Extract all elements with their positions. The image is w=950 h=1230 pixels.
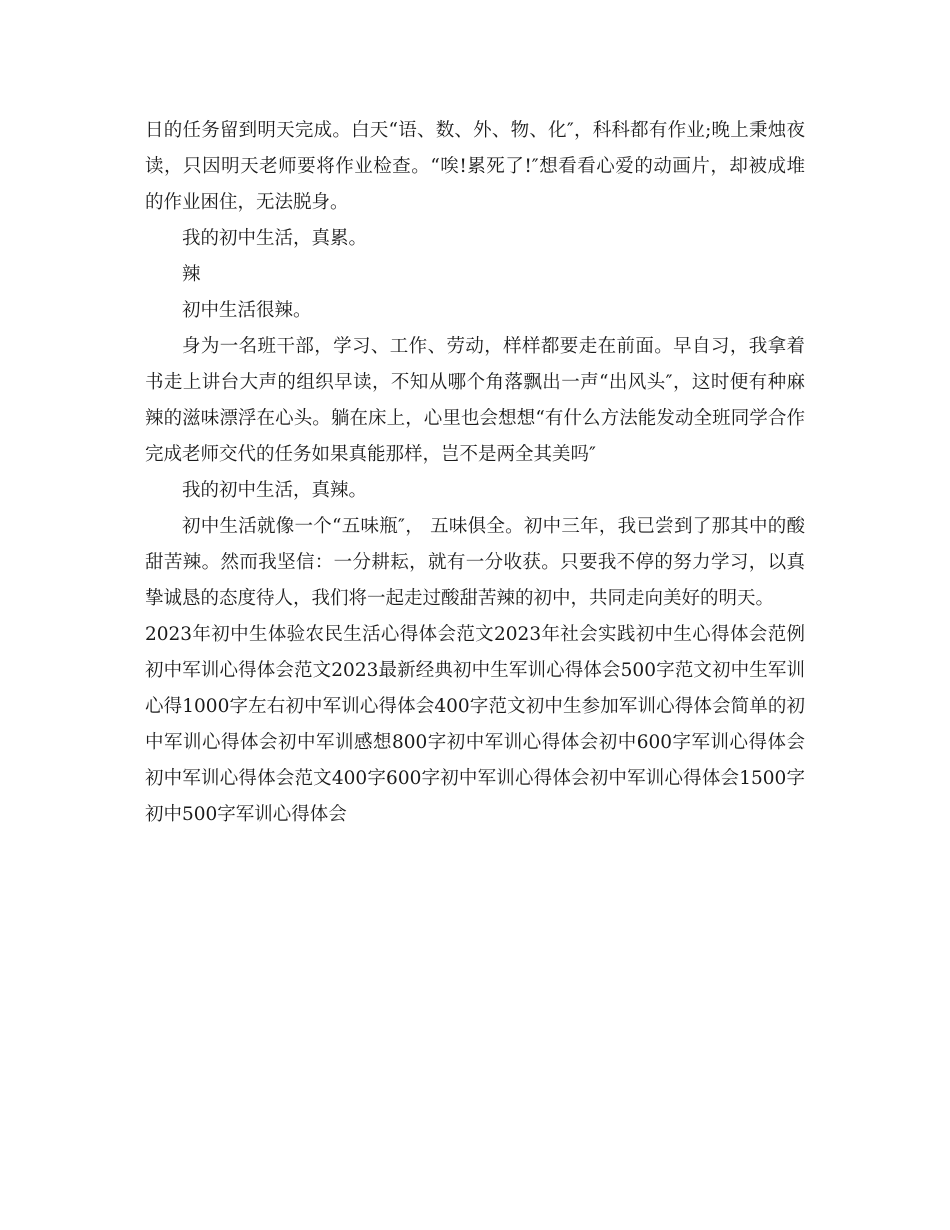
paragraph-tired-summary: 我的初中生活，真累。 xyxy=(182,228,368,249)
paragraph-spicy-summary: 我的初中生活，真辣。 xyxy=(182,480,368,501)
paragraph-class-leader: 身为一名班干部，学习、工作、劳动，样样都要走在前面。早自习，我拿着书走上讲台大声的组织早读，不知从哪个角落飘出一声“出风头″，这时便有种麻辣的滋味漂浮在心头。躺在床上，心里也会想想“有什么方法能发动全班同学合作完成老师交代的任务如果真能那样，岂不是两全其美吗″ xyxy=(145,336,805,465)
section-heading-spicy: 辣 xyxy=(182,264,201,285)
document-body xyxy=(145,113,805,833)
paragraph-related-titles: 2023年初中生体验农民生活心得体会范文2023年社会实践初中生心得体会范例初中军训心得体会范文2023最新经典初中生军训心得体会500字范文初中生军训心得1000字左右初中军训心得体会400字范文初中生参加军训心得体会简单的初中军训心得体会初中军训感想800字初中军训心得体会初中600字军训心得体会初中军训心得体会范文400字600字初中军训心得体会初中军训心得体会1500字初中500字军训心得体会 xyxy=(145,624,805,825)
paragraph-homework: 日的任务留到明天完成。白天“语、数、外、物、化″，科科都有作业;晚上秉烛夜读，只因明天老师要将作业检查。“唉!累死了!″想看看心爱的动画片，却被成堆的作业困住，无法脱身。 xyxy=(145,120,805,213)
paragraph-spicy-intro: 初中生活很辣。 xyxy=(182,300,312,321)
paragraph-conclusion: 初中生活就像一个“五味瓶″， 五味俱全。初中三年，我已尝到了那其中的酸甜苦辣。然而我坚信：一分耕耘，就有一分收获。只要我不停的努力学习，以真挚诚恳的态度待人，我们将一起走过酸甜苦辣的初中，共同走向美好的明天。 xyxy=(145,516,805,609)
